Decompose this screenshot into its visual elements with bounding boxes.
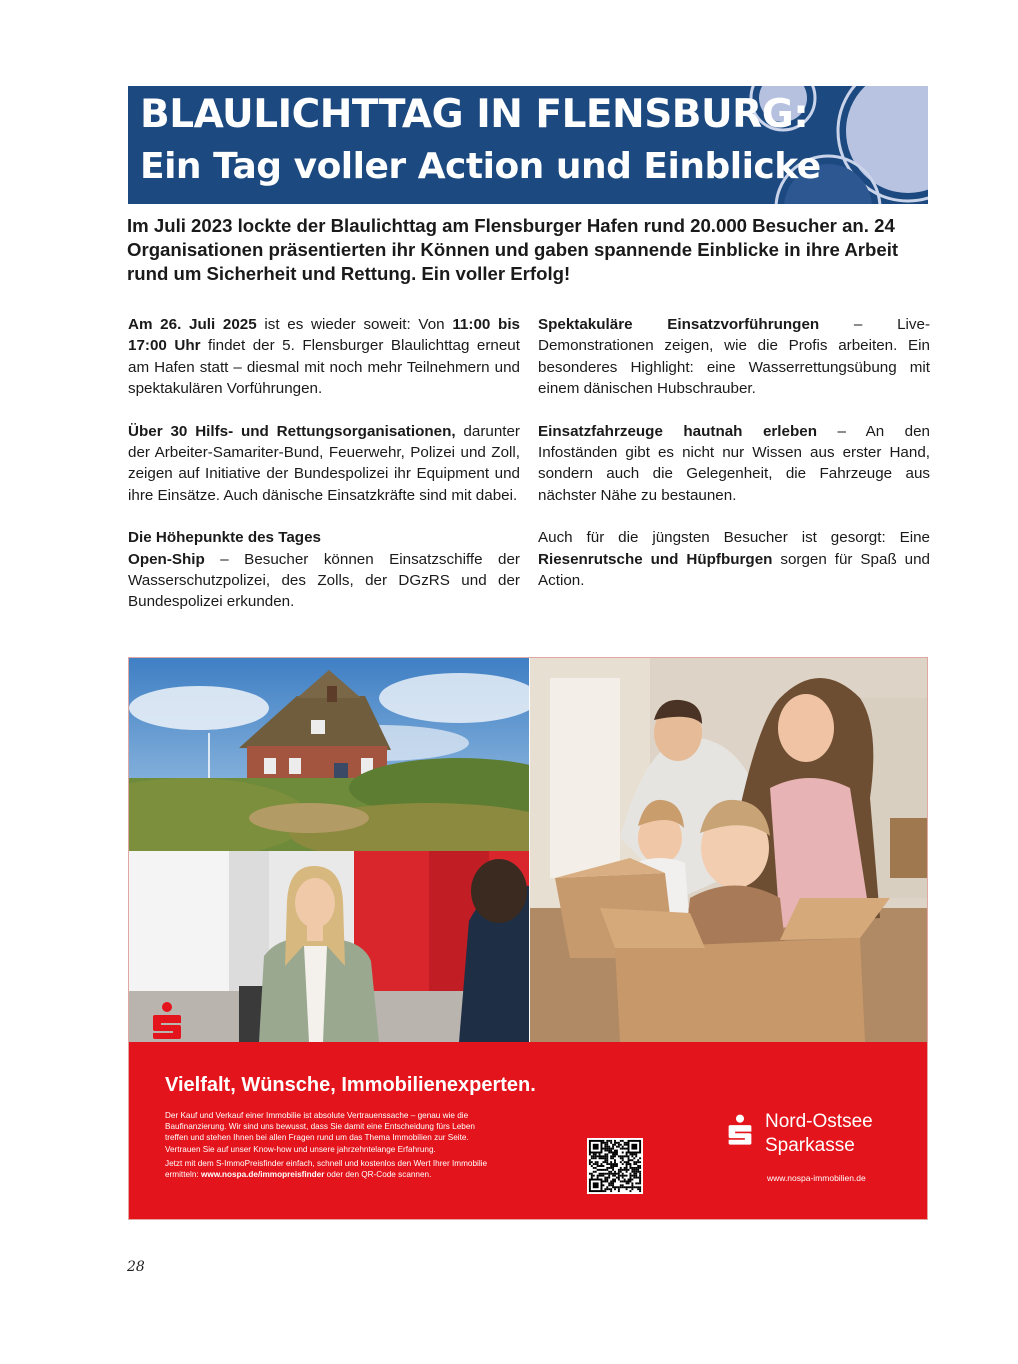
event-date: Am 26. Juli 2025 xyxy=(128,316,257,333)
kids-bold: Riesenrutsche und Hüpfburgen xyxy=(538,550,773,568)
lead-paragraph: Im Juli 2023 lockte der Blaulichttag am Flensburger Hafen rund 20.000 Besucher an. 24 Organisationen präsentierten ihr Können und gaben spannende Einblicke in ihre Arbeit rund um Sicherheit und Rettung. Ein voller Erfolg! xyxy=(127,215,899,284)
kids-text-1: Auch für die jüngsten Besucher ist gesorgt: Eine xyxy=(538,529,930,547)
page-number: 28 xyxy=(127,1259,145,1275)
ad-body xyxy=(165,1110,495,1183)
intro-text-2: findet der 5. Flensburger Blaulichttag erneut am Hafen statt – diesmal mit noch mehr Teilnehmern und spektakulären Vorführungen. xyxy=(128,337,520,398)
left-column xyxy=(128,314,520,634)
kids-paragraph xyxy=(538,527,930,591)
kids-text-2: sorgen für Spaß und Action. xyxy=(538,550,931,590)
organisations-bold: Über 30 Hilfs- und Rettungsorganisationen, xyxy=(128,422,456,440)
banner-title: BLAULICHTTAG IN FLENSBURG: xyxy=(140,92,809,137)
ad-body-paragraph-2 xyxy=(165,1158,495,1180)
demo-paragraph xyxy=(538,314,930,400)
organisations-paragraph xyxy=(128,421,520,507)
sparkasse-logo-icon xyxy=(151,1001,183,1041)
openship-text: – Besucher können Einsatzschiffe der Wasserschutzpolizei, des Zolls, der DGzRS und der Bundespolizei erkunden. xyxy=(128,550,520,611)
nord-ostsee-sparkasse-brand xyxy=(727,1110,907,1170)
ad-headline: Vielfalt, Wünsche, Immobilienexperten. xyxy=(165,1074,536,1096)
ad-info-strip xyxy=(129,1042,928,1220)
openship-bold: Open-Ship xyxy=(128,550,205,568)
family-photo xyxy=(530,658,928,1042)
brand-name xyxy=(765,1110,915,1158)
ad-body-paragraph-1: Der Kauf und Verkauf einer Immobilie ist absolute Vertrauenssache – genau wie die Baufinanzierung. Wir sind uns bewusst, dass Sie damit eine Entscheidung fürs Leben treffen und stehen Ihnen bei allen Fragen rund um das Thema Immobilien zur Seite. Vertrauen Sie auf unser Know-how und unsere jahrzehntelange Erfahrung. xyxy=(165,1111,475,1154)
vehicles-paragraph xyxy=(538,421,930,507)
brand-line-2: Sparkasse xyxy=(765,1135,855,1156)
qr-code-icon[interactable] xyxy=(587,1138,643,1194)
organisations-text: darunter der Arbeiter-Samariter-Bund, Feuerwehr, Polizei und Zoll, zeigen auf Initiative der Bundespolizei ihr Equipment und ihre Einsätze. Auch dänische Einsatzkräfte sind mit dabei. xyxy=(128,422,520,504)
ad-body-text-end: oder den QR-Code scannen. xyxy=(324,1170,432,1180)
right-column xyxy=(538,314,930,612)
immopreisfinder-link[interactable]: www.nospa.de/immopreisfinder xyxy=(200,1170,325,1180)
sparkasse-advertisement xyxy=(128,657,928,1220)
advisor-photo xyxy=(129,851,529,1042)
intro-text-1: ist es wieder soweit: Von xyxy=(256,316,453,333)
ad-url-link[interactable]: www.nospa-immobilien.de xyxy=(767,1173,866,1183)
vehicles-text: – An den Infoständen gibt es nicht nur Wissen aus erster Hand, sondern auch die Gelegenheit, die Fahrzeuge aus nächster Nähe zu bestaunen. xyxy=(538,422,930,504)
title-banner xyxy=(128,86,928,204)
highlights-paragraph xyxy=(128,527,520,613)
intro-paragraph xyxy=(128,314,520,400)
brand-line-1: Nord-Ostsee xyxy=(765,1111,873,1132)
banner-subtitle: Ein Tag voller Action und Einblicke xyxy=(140,146,821,187)
vehicles-bold: Einsatzfahrzeuge hautnah erleben xyxy=(538,422,817,440)
ad-body-text: Jetzt mit dem S-ImmoPreisfinder einfach, schnell und kostenlos den Wert Ihrer Immobilie ermitteln: xyxy=(165,1158,488,1180)
house-photo xyxy=(129,658,529,851)
event-time: 11:00 bis 17:00 Uhr xyxy=(128,316,520,355)
sparkasse-logo-icon xyxy=(727,1112,753,1148)
highlights-heading: Die Höhepunkte des Tages xyxy=(128,529,321,547)
demo-bold: Spektakuläre Einsatzvorführungen xyxy=(538,316,820,333)
demo-text: – Live-Demonstrationen zeigen, wie die Profis arbeiten. Ein besonderes Highlight: eine Wasserrettungsübung mit einem dänischen Hubschrauber. xyxy=(538,316,930,398)
